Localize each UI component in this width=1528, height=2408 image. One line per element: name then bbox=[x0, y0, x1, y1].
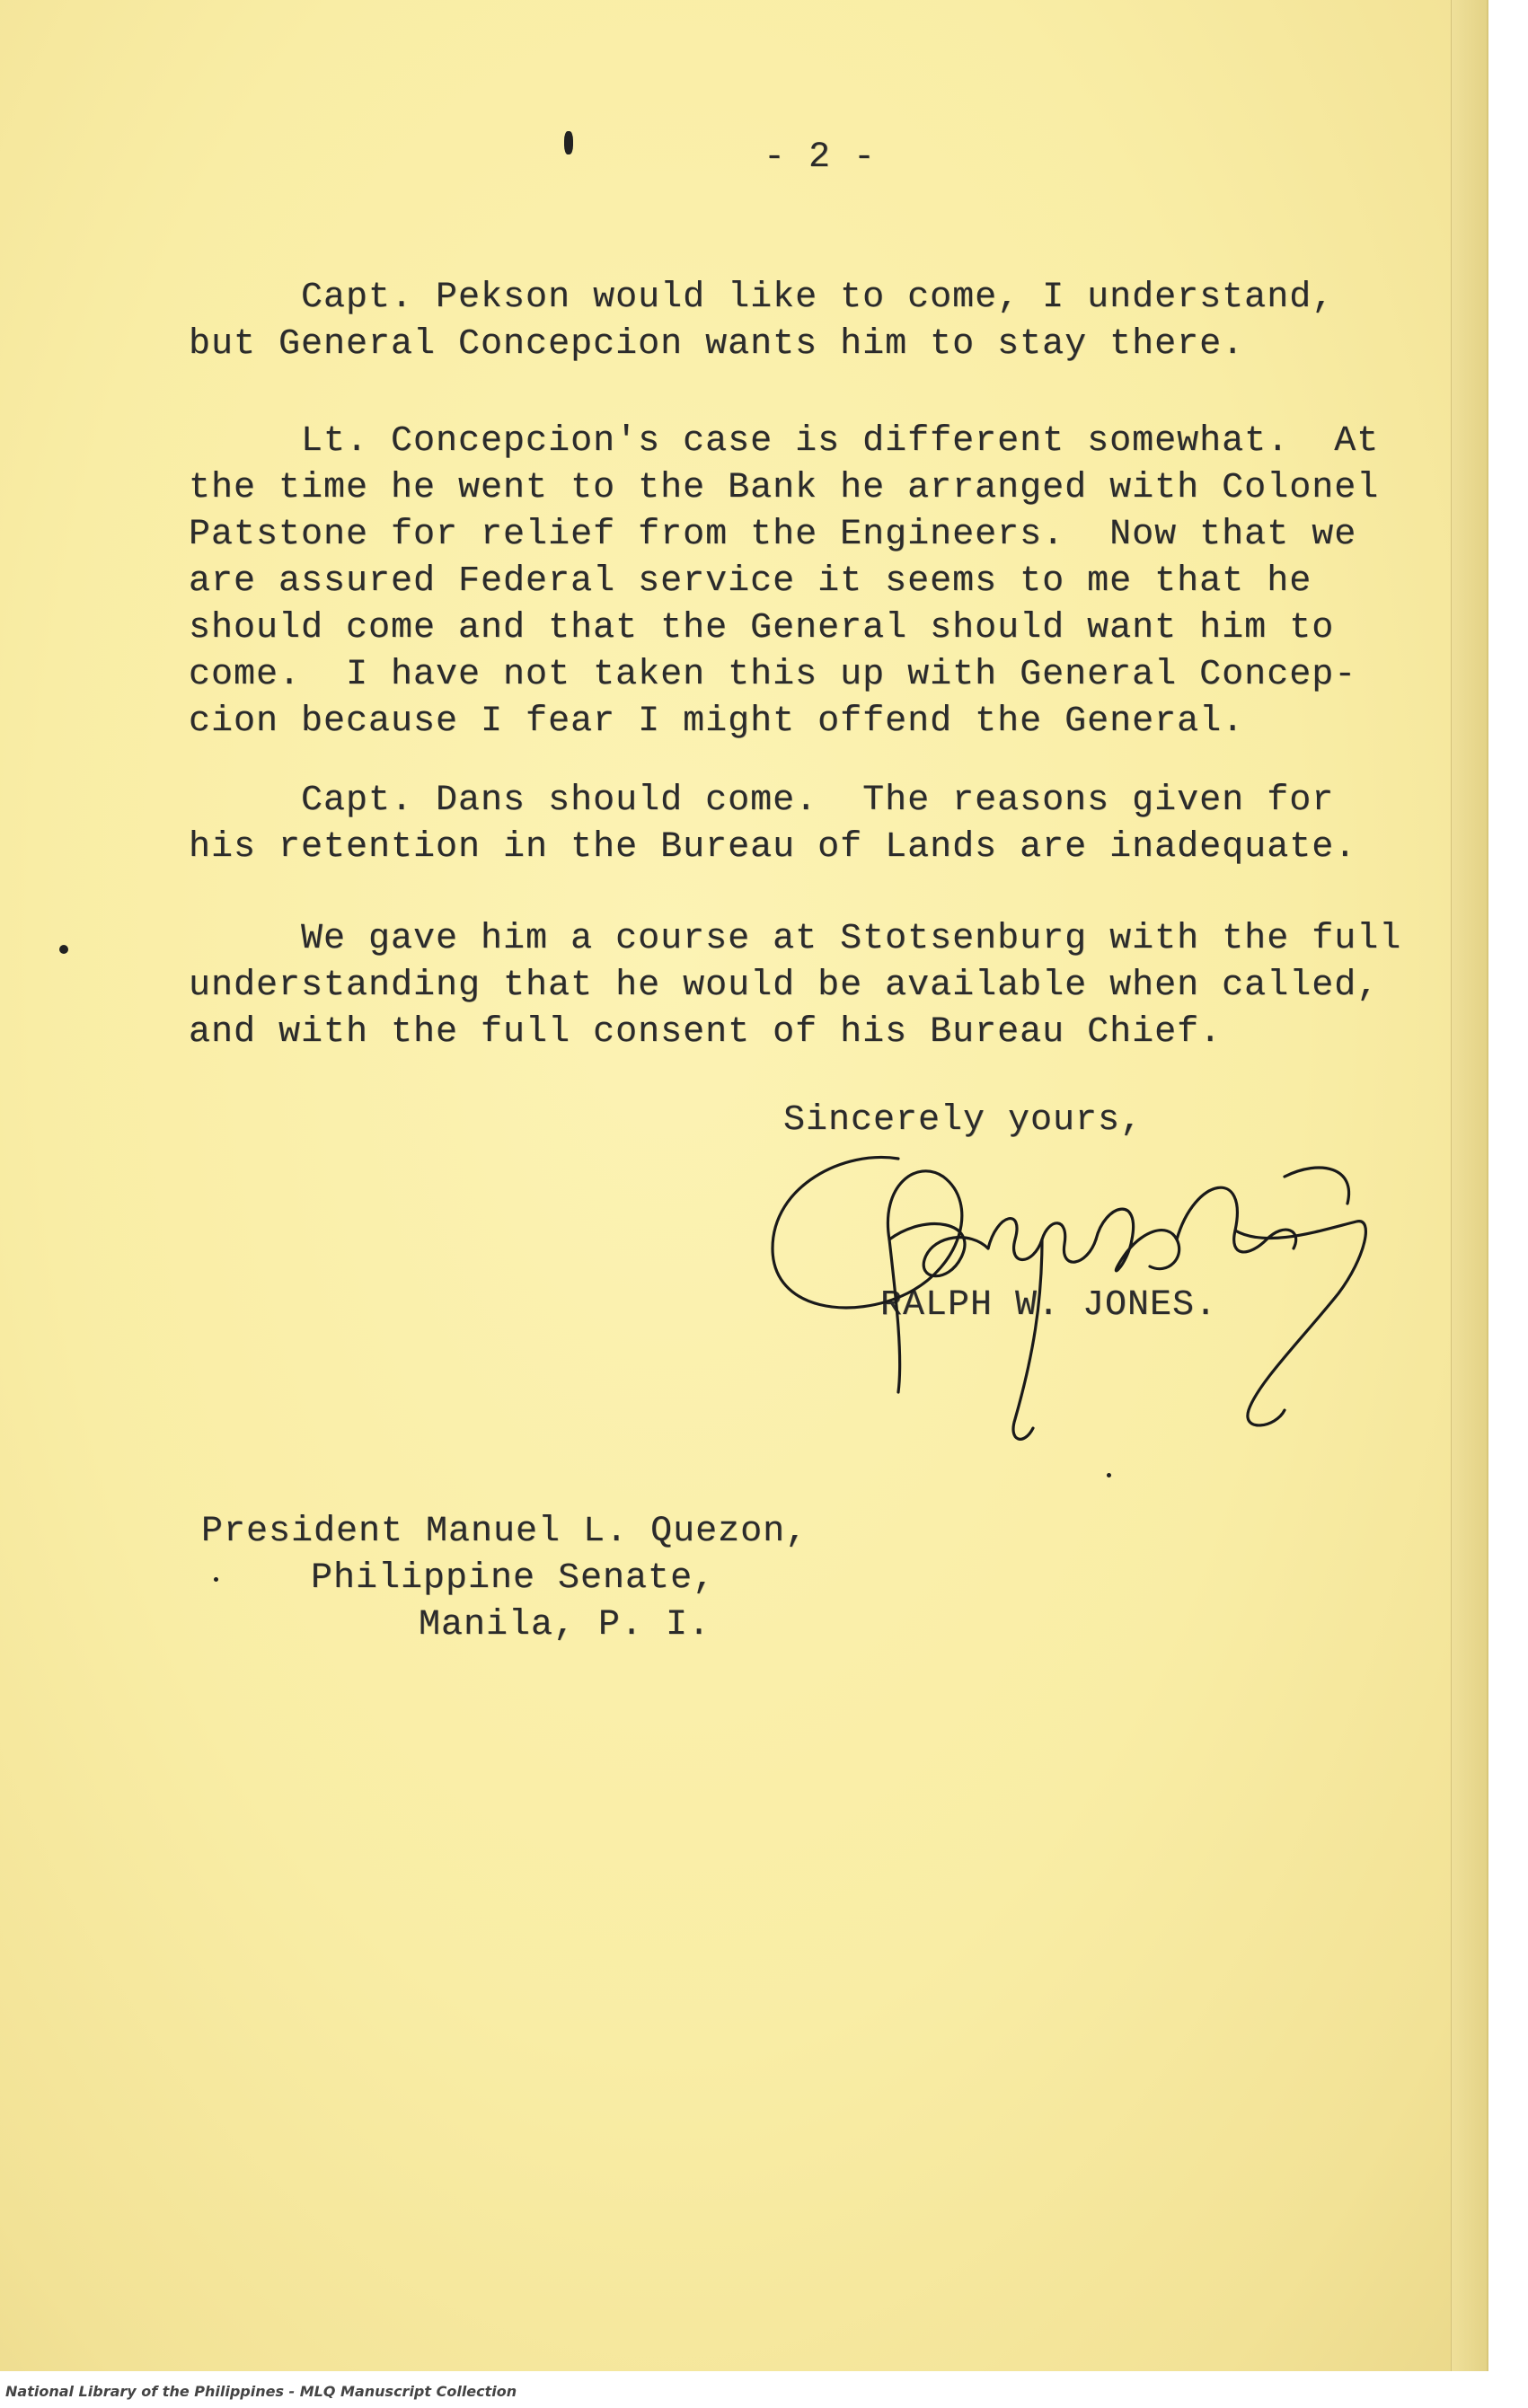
text-line: his retention in the Bureau of Lands are inadequate. bbox=[189, 827, 1357, 868]
text-line: and with the full consent of his Bureau Chief. bbox=[189, 1012, 1223, 1053]
paragraph-dans bbox=[189, 778, 1356, 871]
text-line: should come and that the General should want him to bbox=[189, 608, 1335, 648]
text-line: Capt. Pekson would like to come, I understand, bbox=[189, 278, 1335, 318]
recipient-organization: Philippine Senate, bbox=[311, 1558, 716, 1599]
text-line: Patstone for relief from the Engineers. Now that we bbox=[189, 515, 1357, 555]
handwritten-signature bbox=[746, 1123, 1374, 1464]
paper-edge bbox=[1451, 0, 1488, 2371]
text-line: come. I have not taken this up with General Concep- bbox=[189, 655, 1357, 695]
printed-name: RALPH W. JONES. bbox=[880, 1285, 1218, 1326]
text-line: the time he went to the Bank he arranged with Colonel bbox=[189, 468, 1380, 508]
scan-caption: National Library of the Philippines - MLQ Manuscript Collection bbox=[5, 2383, 517, 2400]
text-line: cion because I fear I might offend the General. bbox=[189, 701, 1245, 742]
closing: Sincerely yours, bbox=[783, 1100, 1144, 1141]
text-line: Capt. Dans should come. The reasons given for bbox=[189, 781, 1335, 821]
page-number: - 2 - bbox=[764, 137, 877, 178]
text-line: understanding that he would be available when called, bbox=[189, 966, 1380, 1006]
recipient-city: Manila, P. I. bbox=[419, 1605, 711, 1645]
text-line: are assured Federal service it seems to me that he bbox=[189, 561, 1312, 602]
ink-speck bbox=[59, 945, 68, 954]
text-line: but General Concepcion wants him to stay there. bbox=[189, 324, 1245, 365]
text-line: Lt. Concepcion's case is different somewhat. At bbox=[189, 421, 1380, 462]
paragraph-pekson bbox=[189, 275, 1334, 368]
ink-speck bbox=[1107, 1473, 1111, 1477]
recipient-name: President Manuel L. Quezon, bbox=[201, 1512, 808, 1552]
ink-speck bbox=[564, 131, 573, 154]
paragraph-stotsenburg bbox=[189, 916, 1401, 1056]
paragraph-concepcion bbox=[189, 419, 1379, 745]
ink-speck bbox=[214, 1577, 218, 1582]
text-line: We gave him a course at Stotsenburg with the full bbox=[189, 919, 1402, 959]
